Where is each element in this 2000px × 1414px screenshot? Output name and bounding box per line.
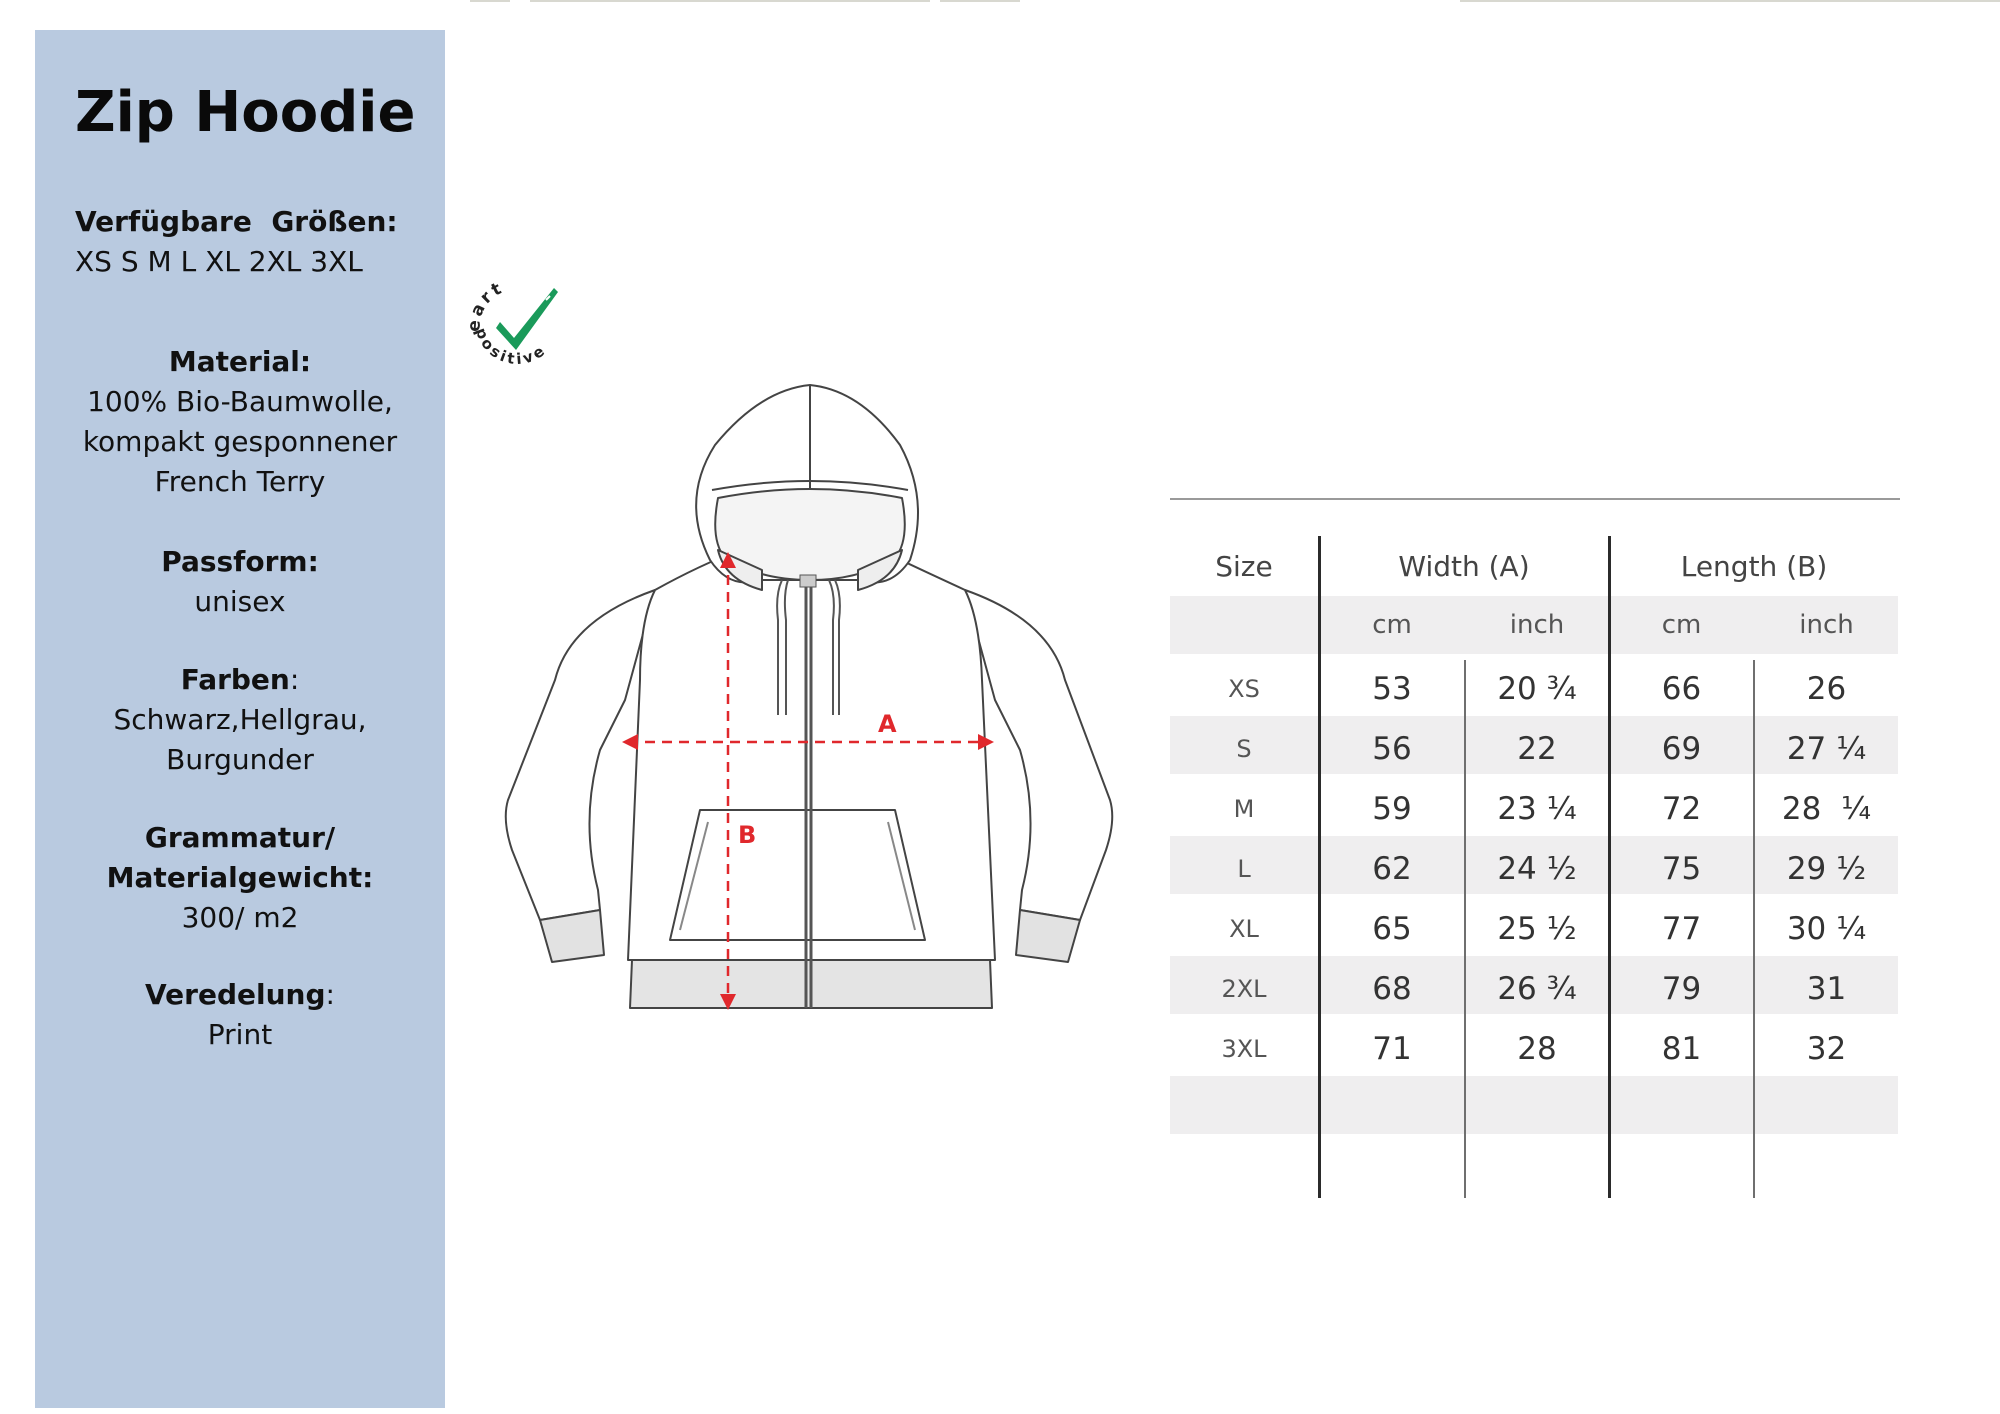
sizes-label: Verfügbare Größen: [75,205,398,238]
table-cell-length-inch: 31 [1806,971,1847,1007]
table-cell-width-inch: 23 ¼ [1497,791,1577,827]
table-cell-length-inch: 28 ¼ [1781,791,1872,827]
svg-text:positive [472,325,550,368]
hoodie-diagram [500,380,1120,1020]
size-table [1170,498,1900,1198]
measurement-a-label: A [878,710,897,738]
table-cell-length-cm: 66 [1661,671,1702,707]
sizes-block [75,202,398,282]
table-top-rule [1170,498,1900,500]
finish-value: Print [207,1018,273,1051]
table-cell-width-inch: 22 [1517,731,1557,767]
checkmark-icon [496,288,558,350]
table-cell-size: XL [1229,915,1259,943]
left-cuff [540,910,604,962]
table-cell-length-cm: 72 [1661,791,1702,827]
table-cell-width-cm: 62 [1372,851,1412,887]
unit-width-inch: inch [1509,610,1565,640]
material-line: kompakt gesponnener [82,425,398,458]
sizes-value: XS S M L XL 2XL 3XL [75,245,363,278]
table-cell-size: L [1237,855,1251,883]
table-cell-width-inch: 28 [1517,1031,1557,1067]
unit-length-cm: cm [1661,610,1702,640]
table-cell-width-inch: 26 ¾ [1497,971,1577,1007]
colors-line: Schwarz,Hellgrau, [113,703,367,736]
header-size: Size [1215,550,1273,583]
table-cell-size: S [1236,735,1252,763]
table-cell-width-inch: 24 ½ [1497,851,1577,887]
material-line: French Terry [154,465,326,498]
table-cell-length-cm: 75 [1661,851,1702,887]
table-cell-length-inch: 27 ¼ [1786,731,1867,767]
colors-label: Farben [180,663,290,696]
table-cell-size: M [1233,795,1255,823]
fit-label: Passform: [161,545,319,578]
colors-block [35,660,445,780]
table-cell-length-cm: 79 [1661,971,1702,1007]
material-label: Material: [168,345,312,378]
kangaroo-pocket [670,810,925,940]
fit-block [35,542,445,622]
table-cell-length-cm: 81 [1661,1031,1702,1067]
table-cell-size: 3XL [1221,1035,1267,1063]
top-divider-line [530,0,930,2]
top-divider-line [470,0,510,2]
table-cell-size: XS [1228,675,1260,703]
measurement-b-label: B [738,821,757,849]
table-cell-length-inch: 26 [1806,671,1847,707]
earth-positive-badge [462,270,572,380]
table-cell-width-cm: 71 [1372,1031,1412,1067]
finish-label: Veredelung [145,978,326,1011]
table-cell-width-inch: 20 ¾ [1497,671,1577,707]
colors-suffix: : [289,663,300,696]
badge-text-top: eart [464,277,508,333]
top-divider-line [940,0,1020,2]
top-divider-line [1460,0,2000,2]
row-band [1170,1076,1898,1134]
table-cell-width-cm: 65 [1372,911,1412,947]
header-length: Length (B) [1680,550,1828,583]
table-cell-width-cm: 56 [1372,731,1412,767]
product-title: Zip Hoodie [75,80,416,145]
table-cell-length-cm: 77 [1661,911,1702,947]
weight-label-line: Materialgewicht: [106,861,374,894]
table-cell-width-cm: 59 [1372,791,1412,827]
table-cell-width-cm: 68 [1372,971,1412,1007]
table-cell-length-inch: 32 [1806,1031,1847,1067]
table-cell-size: 2XL [1221,975,1267,1003]
material-line: 100% Bio-Baumwolle, [87,385,393,418]
badge-text-bottom: positive [471,325,551,369]
table-cell-length-inch: 30 ¼ [1786,911,1867,947]
right-cuff [1016,910,1080,962]
weight-label-line: Grammatur/ [144,821,336,854]
fit-value: unisex [194,585,286,618]
table-cell-length-inch: 29 ½ [1786,851,1867,887]
table-cell-width-inch: 25 ½ [1497,911,1577,947]
weight-value: 300/ m2 [181,901,299,934]
colors-line: Burgunder [166,743,314,776]
finish-suffix: : [325,978,335,1011]
table-cell-length-cm: 69 [1661,731,1702,767]
product-info-panel [35,30,445,1408]
unit-width-cm: cm [1372,610,1412,640]
table-cell-width-cm: 53 [1372,671,1412,707]
header-width: Width (A) [1398,550,1530,583]
finish-block [35,975,445,1055]
weight-block [35,818,445,938]
material-block [35,342,445,502]
unit-length-inch: inch [1799,610,1854,640]
